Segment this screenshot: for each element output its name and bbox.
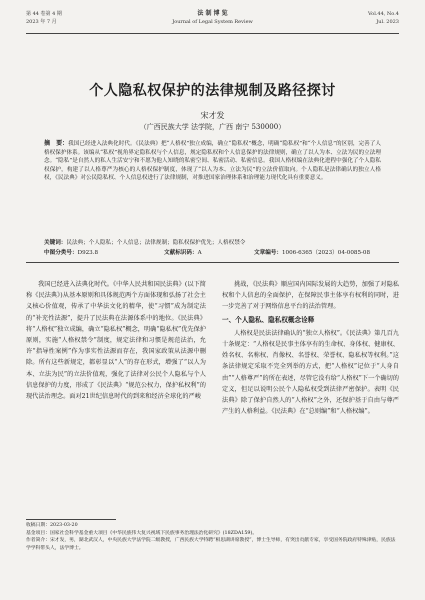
doc-code-value: A [197,250,202,256]
abstract-text: 我国已经进入法典化时代。《民法典》把“人格权”独立成编，确立“隐私权”概念，明确“隐私权”和“个人信息”的区别，完善了人格权保护体系。该编从“私权”视角界定隐私权与个人信息，规定隐私权和个人信息保护的法律规则，确立了以人为本、立法为民的立法理念。“隐私”是自然人的私人生活安宁和不愿为他人知晓的私密空间、私密活动、私密信息。我国人格权编在法典化进程中强化了个人隐私权保护，构建了以人格尊严为核心的人格权保护制度，体现了“以人为本、立法为民”的立法价值取向。个人隐私是法律确认的独立人格权，《民法典》对公民隐私权、个人信息权进行了法律规制，对推进国家治理体系和治理能力现代化具有重要意义。 [44,141,381,182]
article-no-label: 文章编号： [254,250,282,256]
section-heading: 一、个人隐私、隐私权概念诠释 [222,315,315,324]
footnote-divider [26,519,116,520]
header-right [368,10,399,26]
publish-date: 2023 年 7 月 [26,19,57,25]
classification-row [44,249,381,257]
clc-label: 中图分类号： [44,250,78,256]
abstract-label: 摘 要： [44,140,69,147]
body-paragraph: 我国已经进入法典化时代。《中华人民共和国民法典》(以下简称《民法典》)从基本原则和具体规范两个方面体现和弘扬了社会主义核心价值观，传承了中华法文化的精华，使“习惯”成为制定法的“补充性法源”，提升了民法典在法源体系中的地位。《民法典》将“人格权”独立成编，确立“隐私权”概念，明确“隐私权”优先保护原则，实施“人格权禁令”制度，规定法律和习惯是规范法治，允许“指导性案例”作为事实性法源而存在，我国家政策从法源中删除。所有这些新规定，都彰显以“人”的存在形式，增强了“以人为本、立法为民”的立法价值观，强化了法律对公民个人隐私与个人信息保护的力度，形成了《民法典》“规范公权力，保护私权利”的现代法治理念。面对21世纪信息时代的到来和经济全球化的严峻 [26,281,206,401]
keywords-text: 民法典；个人隐私；个人信息；法律规制；隐私权保护优先；人格权禁令 [66,240,246,246]
volume-issue: 第 44 卷第 4 期 [26,11,62,17]
article-author: 宋才发 [200,111,225,120]
abstract [44,140,381,183]
article-title: 个人隐私权保护的法律规制及路径探讨 [89,83,336,99]
fund-info: 基金项目：国家社会科学基金重大项目《中华民族伟大复兴视域下民族事务治理法治化研究》(18ZDA159)。 [26,530,258,536]
body-paragraph: 人格权是民法法律确认的“独立人格权”。《民法典》第几百九十条规定：“人格权是民事主体享有的生命权、身体权、健康权、姓名权、名称权、肖像权、名誉权、荣誉权、隐私权等权利。”这条法律规定采取不完全列举的方式，把“人格权”记位于“人身自由”“人格尊严”的所在表述，尽管它没有给“人格权”下一个确切的定义，但足以说明公民个人隐私权受到法律严密保护。表明《民法典》除了保护自然人的“人格权”之外，还保护基于自由与尊严产生的人格利益。《民法典》在“总则编”和“人格权编”。 [222,329,399,416]
article-no-field [254,249,370,257]
doc-code-field [164,249,254,257]
footnote [26,522,399,552]
running-header [26,10,399,40]
clc-field [44,249,164,257]
keywords [44,239,381,247]
abstract-divider [26,262,399,263]
received-date: 收稿日期：2023-03-20 [26,523,78,528]
author-bio: 作者简介：宋才发，男，湖北武汉人，中央民族大学法学院二级教授，广西民族大学特聘“相思湖讲席教授”，博士生导师，有突出贡献专家，享受国务院政府特殊津贴，民族法学学科带头人，法学博士。 [26,538,396,551]
header-center [26,10,399,26]
author-affiliation: （广西民族大学 法学院，广西 南宁 530000） [139,123,286,131]
clc-value: D923.8 [77,250,99,256]
article-no-value: 1006-6365（2023）04-0085-08 [281,250,371,256]
body-paragraph: 挑战，《民法典》顺应国内国际发展的大趋势，加强了对隐私权和个人信息的全面保护，在保障民事主体享有权利的同时，进一步完善了对于网络信息平台的法治管理。 [222,281,399,311]
keywords-label: 关键词： [44,240,67,246]
header-divider [26,33,399,34]
journal-name: 法 制 博 览 [197,10,228,17]
doc-code-label: 文献标识码： [164,250,198,256]
publish-date-en: Jul. 2023 [376,19,399,25]
body-column-right [222,279,399,417]
body-column-left [26,279,206,402]
journal-name-en: Journal of Legal System Review [172,19,253,25]
volume-issue-en: Vol.44, No.4 [368,11,399,17]
